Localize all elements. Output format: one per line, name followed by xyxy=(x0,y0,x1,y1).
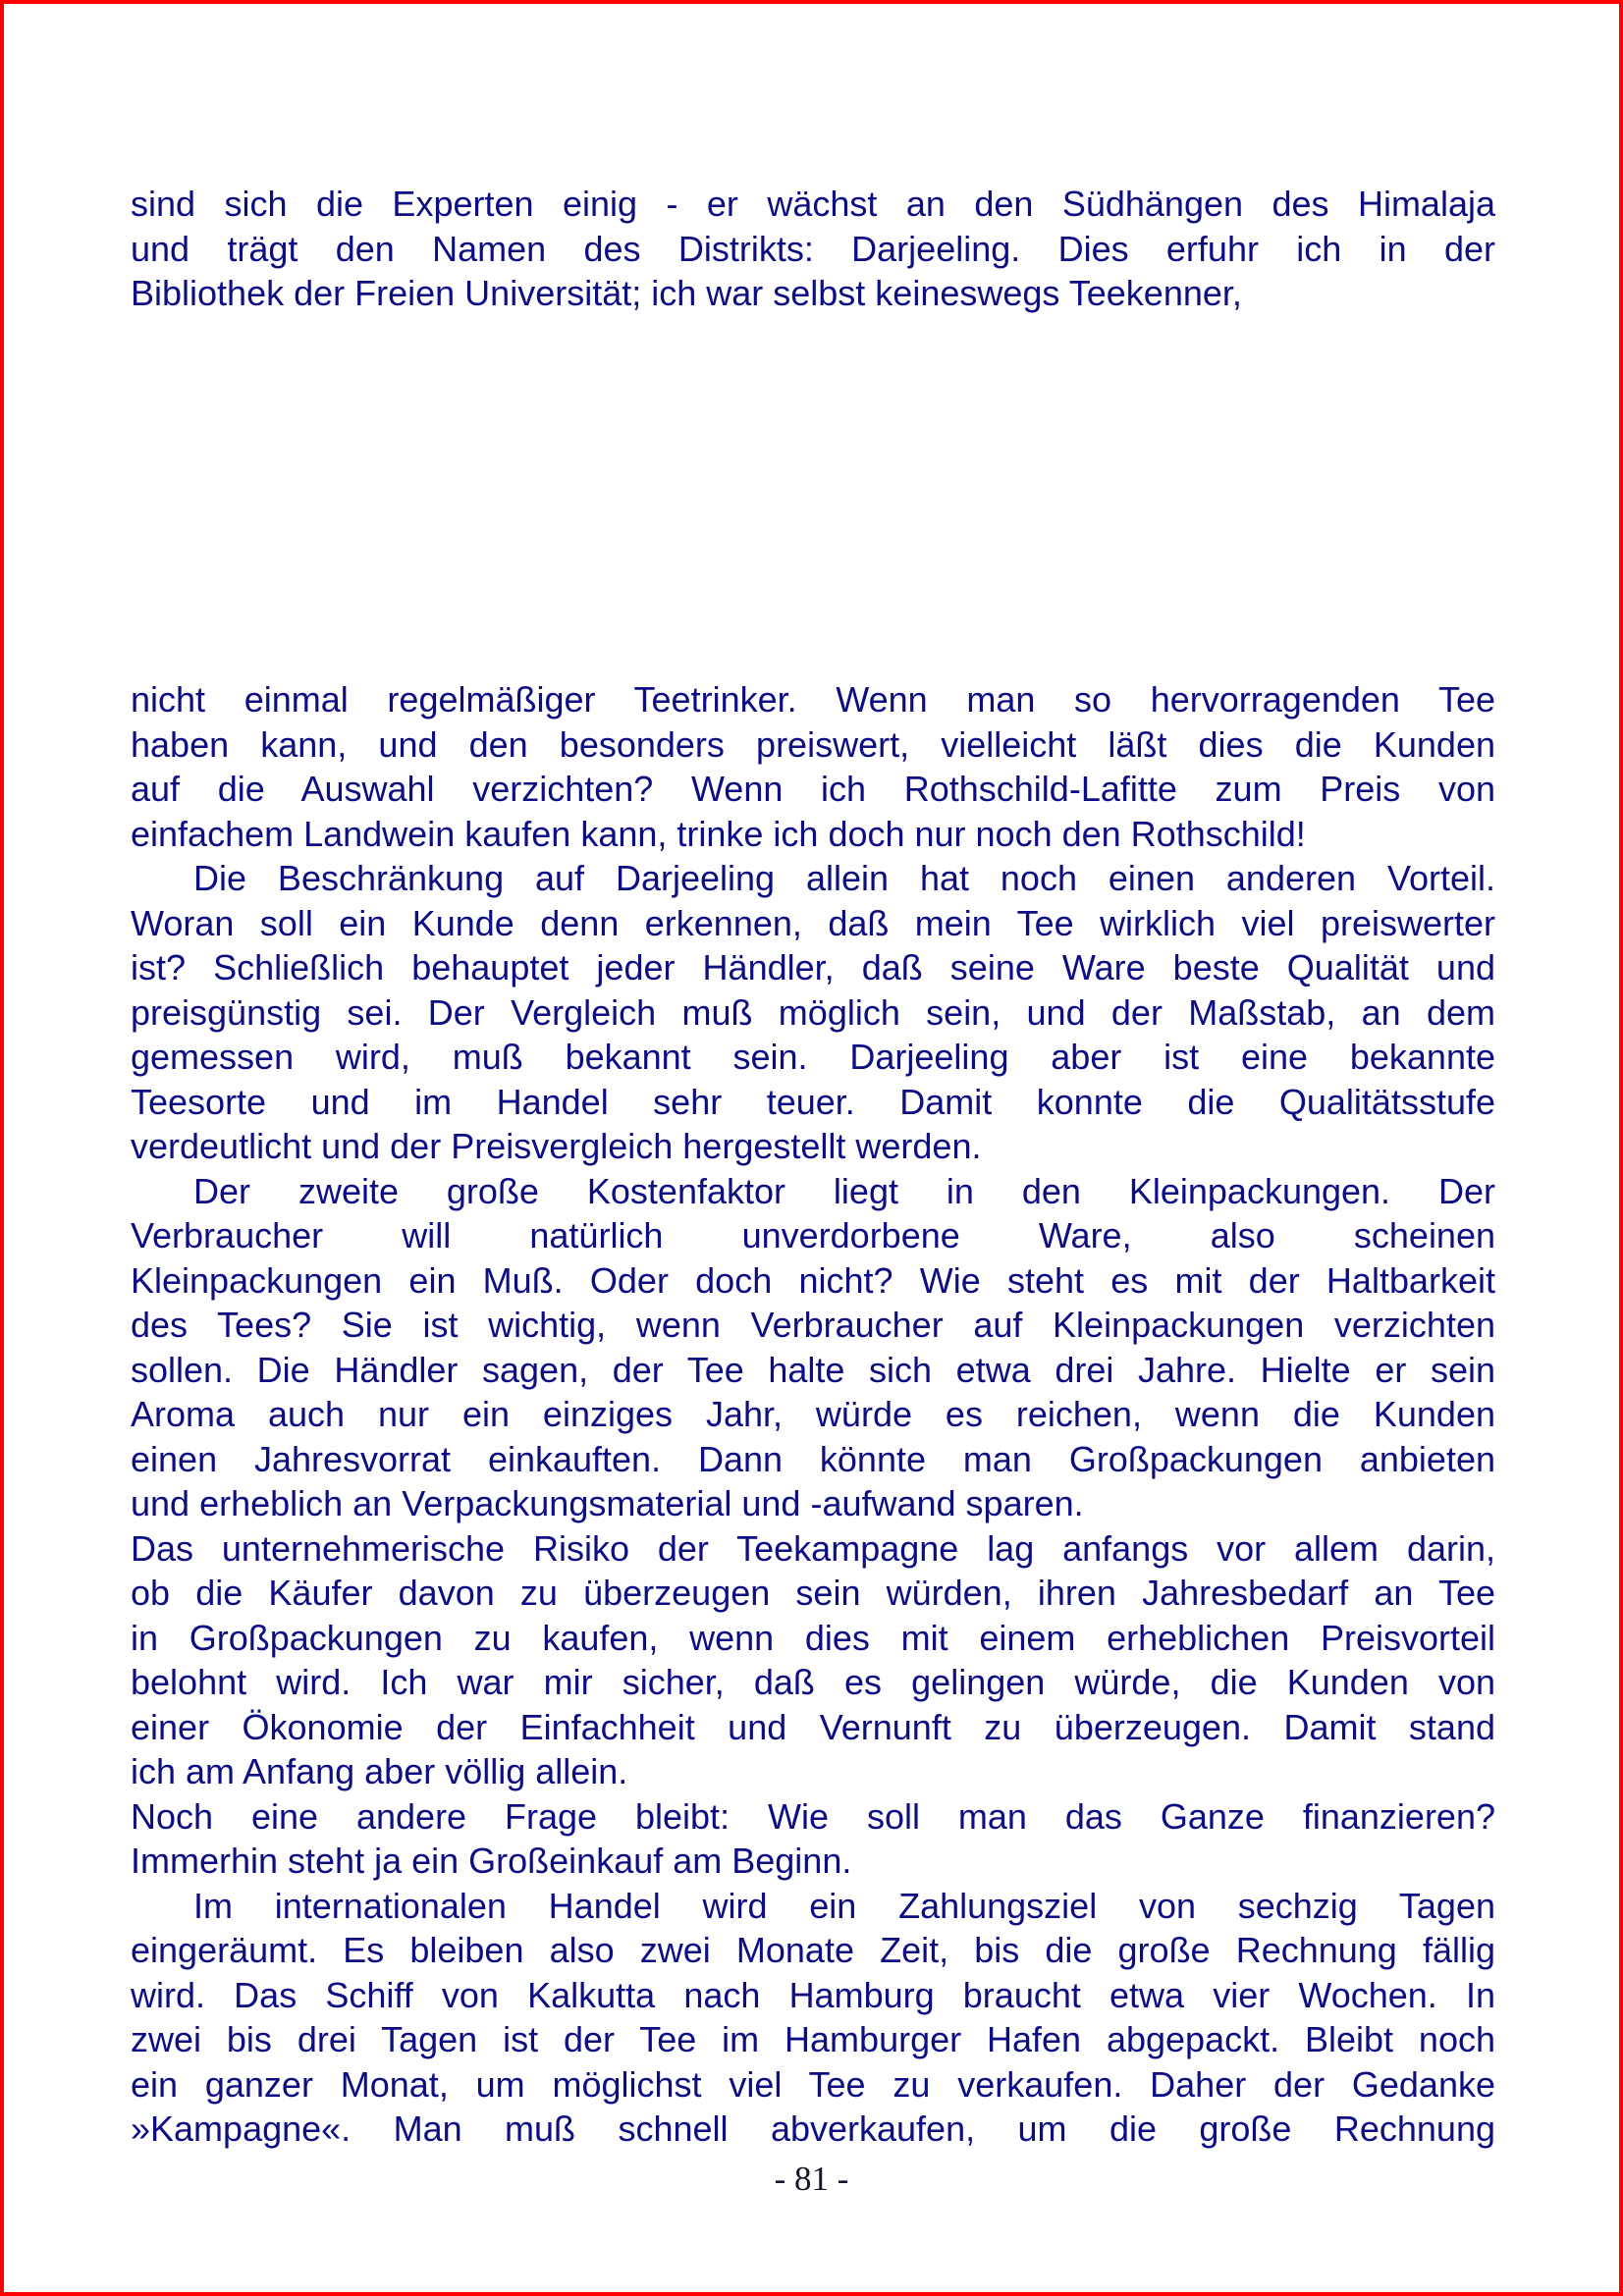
text-line: »Kampagne«. Man muß schnell abverkaufen, um die große Rechnung xyxy=(131,2109,1495,2149)
text-block-top xyxy=(131,182,1495,316)
text-line: ein ganzer Monat, um möglichst viel Tee zu verkaufen. Daher der Gedanke xyxy=(131,2063,1495,2105)
text-line: Teesorte und im Handel sehr teuer. Damit konnte die Qualitätsstufe xyxy=(131,1081,1495,1122)
text-line: Bibliothek der Freien Universität; ich war selbst keineswegs Teekenner, xyxy=(131,273,1242,313)
text-line: Noch eine andere Frage bleibt: Wie soll man das Ganze finanzieren? xyxy=(131,1795,1495,1837)
text-line: einer Ökonomie der Einfachheit und Vernunft zu überzeugen. Damit stand xyxy=(131,1706,1495,1747)
text-line: nicht einmal regelmäßiger Teetrinker. Wenn man so hervorragenden Tee xyxy=(131,679,1495,720)
text-line: Verbraucher will natürlich unverdorbene Ware, also scheinen xyxy=(131,1215,1495,1255)
text-line: preisgünstig sei. Der Vergleich muß möglich sein, und der Maßstab, an dem xyxy=(131,991,1495,1033)
text-line: Im internationalen Handel wird ein Zahlungsziel von sechzig Tagen xyxy=(193,1885,1495,1926)
text-line: ob die Käufer davon zu überzeugen sein würden, ihren Jahresbedarf an Tee xyxy=(131,1573,1495,1613)
text-line: Kleinpackungen ein Muß. Oder doch nicht? Wie steht es mit der Haltbarkeit xyxy=(131,1259,1495,1301)
text-line: einfachem Landwein kaufen kann, trinke ich doch nur noch den Rothschild! xyxy=(131,813,1306,854)
text-line: in Großpackungen zu kaufen, wenn dies mit einem erheblichen Preisvorteil xyxy=(131,1617,1495,1658)
text-line: und trägt den Namen des Distrikts: Darjeeling. Dies erfuhr ich in der xyxy=(131,228,1495,269)
text-block-main xyxy=(131,677,1495,2152)
text-line: wird. Das Schiff von Kalkutta nach Hamburg braucht etwa vier Wochen. In xyxy=(131,1974,1495,2015)
text-line: sind sich die Experten einig - er wächst an den Südhängen des Himalaja xyxy=(131,184,1495,224)
text-line: Die Beschränkung auf Darjeeling allein hat noch einen anderen Vorteil. xyxy=(193,858,1495,898)
page-number: - 81 - xyxy=(774,2160,849,2198)
text-line: Das unternehmerische Risiko der Teekampagne lag anfangs vor allem darin, xyxy=(131,1527,1495,1569)
text-line: verdeutlicht und der Preisvergleich hergestellt werden. xyxy=(131,1126,982,1166)
text-line: und erheblich an Verpackungsmaterial und -aufwand sparen. xyxy=(131,1483,1084,1523)
text-line: eingeräumt. Es bleiben also zwei Monate Zeit, bis die große Rechnung fällig xyxy=(131,1930,1495,1970)
text-line: zwei bis drei Tagen ist der Tee im Hamburger Hafen abgepackt. Bleibt noch xyxy=(131,2019,1495,2059)
text-line: auf die Auswahl verzichten? Wenn ich Rothschild-Lafitte zum Preis von xyxy=(131,769,1495,809)
text-line: Woran soll ein Kunde denn erkennen, daß mein Tee wirklich viel preiswerter xyxy=(131,902,1495,943)
text-line: Aroma auch nur ein einziges Jahr, würde es reichen, wenn die Kunden xyxy=(131,1394,1495,1434)
text-line: ich am Anfang aber völlig allein. xyxy=(131,1751,628,1791)
text-line: belohnt wird. Ich war mir sicher, daß es gelingen würde, die Kunden von xyxy=(131,1662,1495,1702)
text-line: Der zweite große Kostenfaktor liegt in den Kleinpackungen. Der xyxy=(193,1170,1495,1211)
text-line: einen Jahresvorrat einkauften. Dann könnte man Großpackungen anbieten xyxy=(131,1438,1495,1479)
text-line: ist? Schließlich behauptet jeder Händler, daß seine Ware beste Qualität und xyxy=(131,947,1495,988)
text-line: sollen. Die Händler sagen, der Tee halte sich etwa drei Jahre. Hielte er sein xyxy=(131,1349,1495,1390)
text-line: gemessen wird, muß bekannt sein. Darjeeling aber ist eine bekannte xyxy=(131,1037,1495,1077)
text-line: haben kann, und den besonders preiswert, vielleicht läßt dies die Kunden xyxy=(131,723,1495,765)
text-line: des Tees? Sie ist wichtig, wenn Verbraucher auf Kleinpackungen verzichten xyxy=(131,1305,1495,1345)
text-line: Immerhin steht ja ein Großeinkauf am Beginn. xyxy=(131,1841,852,1881)
